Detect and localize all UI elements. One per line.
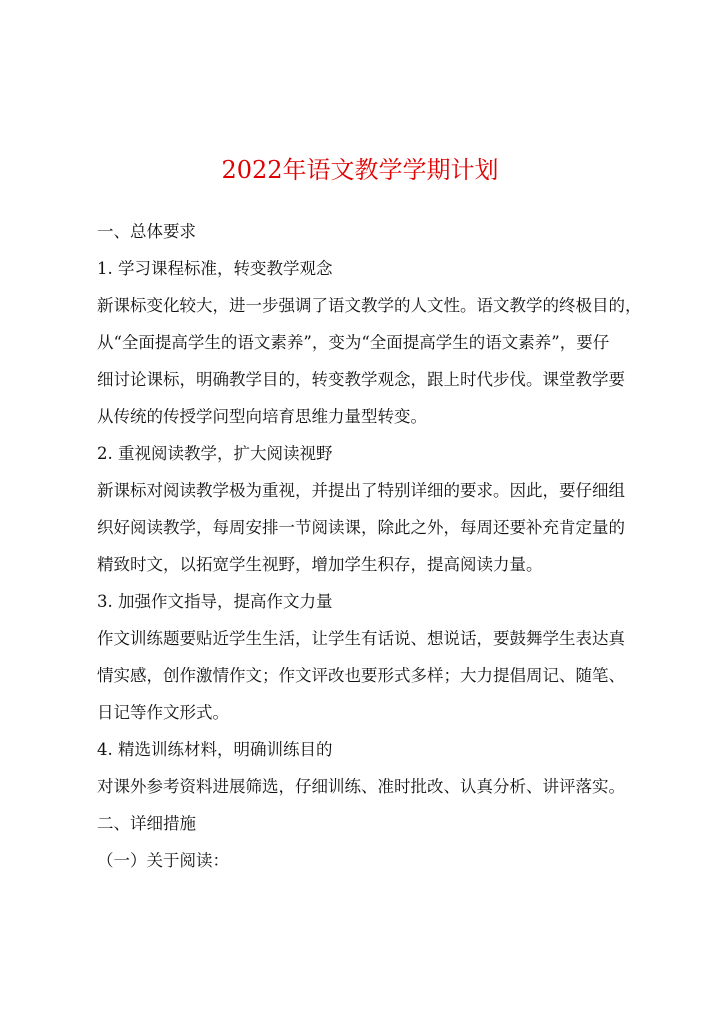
paragraph-line: 对课外参考资料进展筛选，仔细训练、准时批改、认真分析、讲评落实。 [97, 777, 625, 796]
item-heading-3: 3. 加强作文指导，提高作文力量 [97, 592, 333, 611]
paragraph-line: 精致时文，以拓宽学生视野，增加学生积存，提高阅读力量。 [97, 555, 543, 574]
paragraph-line: 新课标对阅读教学极为重视，并提出了特别详细的要求。因此，要仔细组 [97, 481, 625, 500]
paragraph-line: 新课标变化较大，进一步强调了语文教学的人文性。语文教学的终极目的， [97, 296, 642, 315]
subsection-heading-reading: （一）关于阅读： [97, 851, 229, 870]
paragraph-line: 作文训练题要贴近学生生活，让学生有话说、想说话，要鼓舞学生表达真 [97, 629, 625, 648]
item-heading-1: 1. 学习课程标准，转变教学观念 [97, 259, 333, 278]
paragraph-line: 日记等作文形式。 [97, 703, 229, 722]
paragraph-line: 织好阅读教学，每周安排一节阅读课，除此之外，每周还要补充肯定量的 [97, 518, 625, 537]
item-heading-2: 2. 重视阅读教学，扩大阅读视野 [97, 444, 333, 463]
paragraph-line: 细讨论课标，明确教学目的，转变教学观念，跟上时代步伐。课堂教学要 [97, 370, 625, 389]
paragraph-line: 情实感，创作激情作文；作文评改也要形式多样；大力提倡周记、随笔、 [97, 666, 625, 685]
document-title: 2022年语文教学学期计划 [221, 156, 499, 184]
paragraph-line: 从传统的传授学问型向培育思维力量型转变。 [97, 407, 427, 426]
section-heading-measures: 二、详细措施 [97, 814, 196, 833]
item-heading-4: 4. 精选训练材料，明确训练目的 [97, 740, 333, 759]
section-heading-overall-requirements: 一、总体要求 [97, 222, 196, 241]
paragraph-line: 从“全面提高学生的语文素养”，变为“全面提高学生的语文素养”，要仔 [97, 333, 610, 352]
